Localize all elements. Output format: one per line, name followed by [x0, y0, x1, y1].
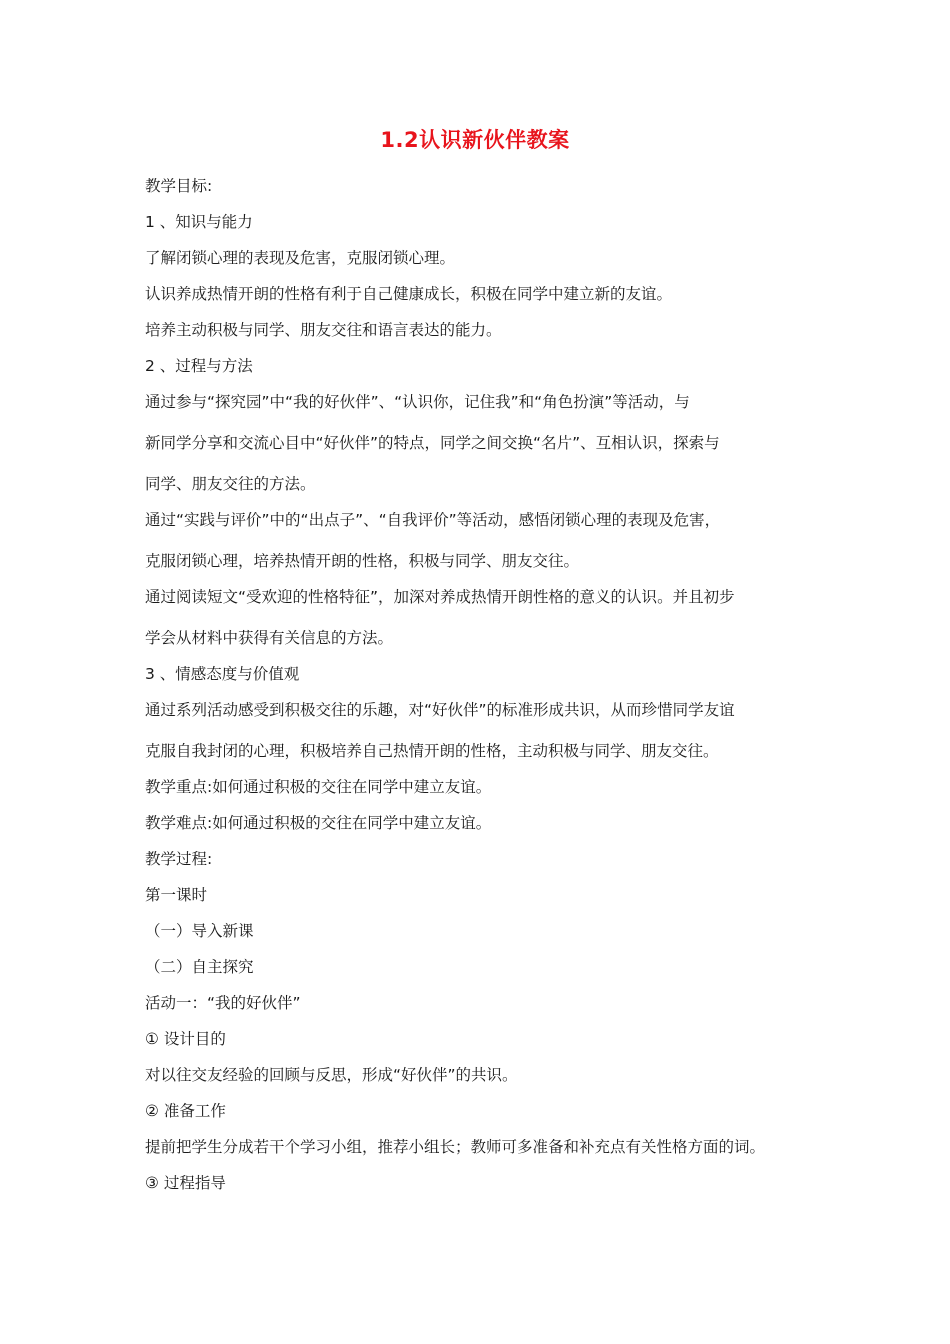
- step-heading: （二）自主探究: [145, 958, 254, 976]
- subsection-heading: 2 、过程与方法: [145, 357, 253, 375]
- paragraph-line: 克服自我封闭的心理，积极培养自己热情开朗的性格，主动积极与同学、朋友交往。: [145, 742, 719, 760]
- section-heading-process: 教学过程:: [145, 850, 213, 868]
- numbered-heading: ③ 过程指导: [145, 1174, 226, 1192]
- paragraph-line: 提前把学生分成若干个学习小组，推荐小组长；教师可多准备和补充点有关性格方面的词。: [145, 1138, 766, 1156]
- paragraph-line: 通过系列活动感受到积极交往的乐趣，对“好伙伴”的标准形成共识，从而珍惜同学友谊: [145, 701, 735, 719]
- paragraph-line: 培养主动积极与同学、朋友交往和语言表达的能力。: [145, 321, 502, 339]
- numbered-heading: ② 准备工作: [145, 1102, 226, 1120]
- activity-heading: 活动一：“我的好伙伴”: [145, 994, 301, 1012]
- paragraph-line: 学会从材料中获得有关信息的方法。: [145, 629, 394, 647]
- paragraph-line: 新同学分享和交流心目中“好伙伴”的特点，同学之间交换“名片”、互相认识，探索与: [145, 434, 720, 452]
- section-heading-objectives: 教学目标:: [145, 177, 213, 195]
- paragraph-line: 认识养成热情开朗的性格有利于自己健康成长，积极在同学中建立新的友谊。: [145, 285, 673, 303]
- difficulty-line: 教学难点:如何通过积极的交往在同学中建立友谊。: [145, 814, 492, 832]
- subsection-heading: 3 、情感态度与价值观: [145, 665, 300, 683]
- paragraph-line: 通过参与“探究园”中“我的好伙伴”、“认识你，记住我”和“角色扮演”等活动，与: [145, 393, 690, 411]
- paragraph-line: 对以往交友经验的回顾与反思，形成“好伙伴”的共识。: [145, 1066, 518, 1084]
- paragraph-line: 了解闭锁心理的表现及危害，克服闭锁心理。: [145, 249, 456, 267]
- paragraph-line: 通过阅读短文“受欢迎的性格特征”，加深对养成热情开朗性格的意义的认识。并且初步: [145, 588, 735, 606]
- step-heading: （一）导入新课: [145, 922, 254, 940]
- paragraph-line: 通过“实践与评价”中的“出点子”、“自我评价”等活动，感悟闭锁心理的表现及危害，: [145, 511, 721, 529]
- paragraph-line: 同学、朋友交往的方法。: [145, 475, 316, 493]
- subsection-heading: 1 、知识与能力: [145, 213, 253, 231]
- lesson-heading: 第一课时: [145, 886, 208, 904]
- paragraph-line: 克服闭锁心理，培养热情开朗的性格，积极与同学、朋友交往。: [145, 552, 580, 570]
- key-point-line: 教学重点:如何通过积极的交往在同学中建立友谊。: [145, 778, 492, 796]
- numbered-heading: ① 设计目的: [145, 1030, 226, 1048]
- document-title: 1.2认识新伙伴教案: [380, 128, 570, 152]
